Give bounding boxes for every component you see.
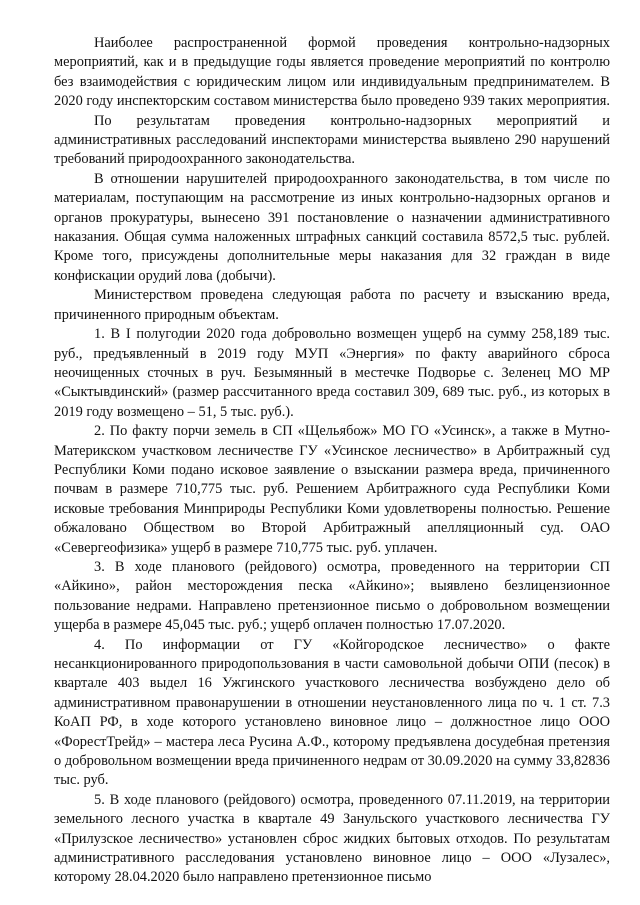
list-item-3: 3. В ходе планового (рейдового) осмотра, проведенного на территории СП «Айкино», район месторождения песка «Айкино»; выявлено безлицензионное пользование недрами. Направлено претензионное письмо о добровольном возмещении ущерба в размере 45,045 тыс. руб.; ущерб оплачен полностью 17.07.2020. xyxy=(54,558,610,634)
paragraph-penalties: В отношении нарушителей природоохранного законодательства, в том числе по материалам, поступающим на рассмотрение из иных контрольно-надзорных органов и органов прокуратуры, вынесено 391 постановление о назначении административного наказания. Общая сумма наложенных штрафных санкций составила 8572,5 тыс. рублей. Кроме того, присуждены дополнительные меры наказания для 32 граждан в виде конфискации орудий лова (добычи). xyxy=(54,170,610,284)
paragraph-violations-found: По результатам проведения контрольно-надзорных мероприятий и административных расследований инспекторами министерства выявлено 290 нарушений требований природоохранного законодательства. xyxy=(54,112,610,168)
list-item-5: 5. В ходе планового (рейдового) осмотра, проведенного 07.11.2019, на территории земельного лесного участка в квартале 49 Занульского участкового лесничества ГУ «Прилузское лесничество» установлен сброс жидких бытовых отходов. По результатам административного расследования установлено виновное лицо – ООО «Лузалес», которому 28.04.2020 было направлено претензионное письмо xyxy=(54,791,610,886)
list-item-2: 2. По факту порчи земель в СП «Щельябож» МО ГО «Усинск», а также в Мутно-Материкском участковом лесничестве ГУ «Усинское лесничество» в Арбитражный суд Республики Коми подано исковое заявление о взыскании размера вреда, причиненного почвам в размере 710,775 тыс. руб. Решением Арбитражного суда Республики Коми исковые требования Минприроды Республики Коми удовлетворены полностью. Решение обжаловано Обществом во Второй Арбитражный апелляционный суд. ОАО «Севергеофизика» ущерб в размере 710,775 тыс. руб. уплачен. xyxy=(54,423,610,556)
paragraph-damage-intro: Министерством проведена следующая работа по расчету и взысканию вреда, причиненного природным объектам. xyxy=(54,287,610,323)
list-item-1: 1. В I полугодии 2020 года добровольно возмещен ущерб на сумму 258,189 тыс. руб., предъявленный в 2019 году МУП «Энергия» по факту аварийного сброса неочищенных сточных в руч. Безымянный в местечке Подворье с. Зеленец МО МР «Сыктывдинский» (размер рассчитанного вреда составил 309, 689 тыс. руб., из которых в 2019 году возмещено – 51, 5 тыс. руб.). xyxy=(54,326,610,420)
paragraph-control-forms: Наиболее распространенной формой проведения контрольно-надзорных мероприятий, как и в предыдущие годы является проведение мероприятий по контролю без взаимодействия с юридическим лицом или индивидуальным предпринимателем. В 2020 году инспекторским составом министерства было проведено 939 таких мероприятия. xyxy=(54,35,611,110)
list-item-4: 4. По информации от ГУ «Койгородское лесничество» о факте несанкционированного природопользования в части самовольной добычи ОПИ (песок) в квартале 403 выдел 16 Ужгинского участкового лесничества возбуждено дело об административном правонарушении в отношении неустановленного лица по ч. 1 ст. 7.3 КоАП РФ, в ходе которого установлено виновное лицо – должностное лицо ООО «ФорестТрейд» – мастера леса Русина А.Ф., которому предъявлена досудебная претензия о добровольном возмещении вреда причиненного недрам от 30.09.2020 на сумму 33,82836 тыс. руб. xyxy=(54,636,610,789)
